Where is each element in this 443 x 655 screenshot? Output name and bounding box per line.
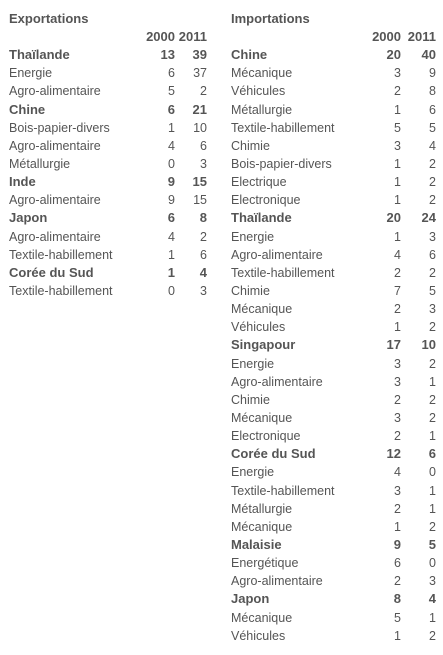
exports-country-row [9,209,207,227]
sector-value-2011: 1 [429,374,436,389]
sector-value-2011: 2 [429,519,436,534]
country-label: Corée du Sud [231,446,316,462]
sector-value-2000: 1 [394,229,401,244]
country-value-2000: 9 [393,537,401,552]
imports-sector-row [231,82,436,100]
imports-sector-row [231,246,436,264]
sector-label: Métallurgie [231,501,293,516]
imports-sector-row [231,318,436,336]
imports-sector-row [231,64,436,82]
exports-sector-row [9,119,207,137]
exports-sector-row [9,191,207,209]
sector-label: Mécanique [231,610,293,625]
sector-label: Agro-alimentaire [231,374,323,389]
sector-label: Textile-habillement [9,284,113,299]
country-label: Chine [231,47,268,63]
country-label: Chine [9,101,46,117]
sector-label: Agro-alimentaire [231,574,323,589]
sector-value-2011: 2 [429,392,436,407]
exports-panel [9,10,207,300]
exports-header-year-2011: 2011 [178,29,207,45]
imports-header-year-2000: 2000 [372,29,401,45]
sector-label: Textile-habillement [231,483,335,498]
country-value-2011: 6 [428,446,436,462]
sector-value-2011: 6 [200,138,207,153]
sector-value-2011: 1 [429,501,436,516]
sector-value-2000: 5 [394,120,401,135]
sector-value-2011: 37 [193,66,207,81]
imports-sector-row [231,137,436,155]
imports-sector-row [231,300,436,318]
country-label: Inde [9,174,36,190]
sector-value-2011: 3 [429,574,436,589]
country-label: Thaïlande [9,47,70,63]
sector-value-2000: 3 [394,66,401,81]
sector-label: Agro-alimentaire [231,247,323,262]
sector-value-2011: 5 [429,120,436,135]
sector-label: Chimie [231,138,270,153]
sector-value-2000: 2 [394,574,401,589]
country-value-2000: 20 [386,47,401,63]
sector-label: Bois-papier-divers [231,157,332,172]
sector-label: Véhicules [231,84,286,99]
sector-label: Mécanique [231,302,293,317]
country-label: Corée du Sud [9,264,94,280]
imports-sector-row [231,282,436,300]
sector-value-2011: 15 [193,193,207,208]
country-value-2011: 5 [428,537,436,552]
imports-sector-row [231,155,436,173]
country-label: Thaïlande [231,210,292,226]
imports-header-blank [231,28,356,46]
country-value-2000: 1 [167,264,175,280]
sector-value-2000: 1 [394,320,401,335]
sector-value-2000: 1 [394,193,401,208]
sector-value-2011: 1 [429,610,436,625]
imports-sector-row [231,427,436,445]
sector-label: Electronique [231,193,301,208]
sector-label: Agro-alimentaire [9,229,101,244]
sector-value-2000: 4 [394,247,401,262]
exports-header-year-2000: 2000 [146,29,175,45]
imports-table-body [231,46,436,645]
country-value-2000: 12 [386,446,401,462]
country-value-2011: 10 [421,337,436,353]
exports-sector-row [9,64,207,82]
sector-value-2011: 3 [429,229,436,244]
exports-sector-row [9,137,207,155]
exports-sector-row [9,228,207,246]
sector-label: Electrique [231,175,287,190]
exports-header-row [9,28,207,46]
country-value-2011: 39 [192,47,207,63]
sector-value-2011: 9 [429,66,436,81]
sector-value-2000: 3 [394,411,401,426]
sector-label: Mécanique [231,519,293,534]
country-label: Japon [9,210,48,226]
sector-label: Electronique [231,429,301,444]
country-value-2000: 17 [386,337,401,353]
sector-value-2000: 0 [168,157,175,172]
sector-value-2011: 2 [429,265,436,280]
sector-value-2011: 10 [193,120,207,135]
imports-sector-row [231,518,436,536]
sector-value-2011: 2 [429,411,436,426]
imports-sector-row [231,572,436,590]
sector-value-2000: 3 [394,138,401,153]
imports-country-row [231,445,436,463]
country-value-2011: 24 [421,210,436,226]
imports-country-row [231,336,436,354]
sector-value-2000: 1 [168,247,175,262]
country-value-2011: 8 [199,210,207,226]
country-value-2011: 4 [199,264,207,280]
imports-sector-row [231,554,436,572]
sector-value-2011: 5 [429,284,436,299]
imports-header-year-2011: 2011 [407,29,436,45]
sector-value-2011: 2 [200,229,207,244]
sector-label: Energie [231,229,275,244]
imports-sector-row [231,101,436,119]
imports-panel [231,10,436,645]
imports-sector-row [231,173,436,191]
sector-label: Mécanique [231,411,293,426]
imports-sector-row [231,191,436,209]
exports-sector-row [9,246,207,264]
sector-value-2000: 1 [394,102,401,117]
exports-country-row [9,173,207,191]
country-value-2000: 13 [160,47,175,63]
sector-value-2011: 1 [429,483,436,498]
sector-value-2000: 0 [168,284,175,299]
sector-label: Textile-habillement [231,265,335,280]
country-value-2011: 4 [428,591,436,607]
sector-value-2011: 4 [429,138,436,153]
sector-value-2000: 1 [168,120,175,135]
sector-value-2000: 5 [168,84,175,99]
sector-value-2000: 4 [168,229,175,244]
sector-value-2000: 1 [394,157,401,172]
imports-sector-row [231,119,436,137]
sector-label: Energie [9,66,53,81]
imports-sector-row [231,409,436,427]
imports-sector-row [231,264,436,282]
country-label: Japon [231,591,270,607]
exports-sector-row [9,82,207,100]
country-value-2000: 9 [167,174,175,190]
exports-country-row [9,46,207,64]
sector-value-2011: 2 [429,628,436,643]
sector-value-2011: 3 [429,302,436,317]
sector-label: Métallurgie [231,102,293,117]
imports-sector-row [231,373,436,391]
country-value-2000: 8 [393,591,401,607]
sector-value-2000: 2 [394,429,401,444]
imports-sector-row [231,482,436,500]
exports-header-blank [9,28,139,46]
sector-value-2011: 6 [429,247,436,262]
exports-table-body [9,46,207,300]
sector-label: Véhicules [231,628,286,643]
country-value-2000: 20 [386,210,401,226]
sector-value-2000: 3 [394,356,401,371]
sector-value-2000: 2 [394,392,401,407]
sector-value-2000: 6 [394,556,401,571]
sector-value-2000: 2 [394,302,401,317]
sector-value-2000: 3 [394,374,401,389]
imports-header-row [231,28,436,46]
imports-title: Importations [231,11,310,26]
sector-label: Mécanique [231,66,293,81]
country-value-2000: 6 [167,210,175,226]
country-value-2011: 40 [421,47,436,63]
sector-value-2011: 2 [429,193,436,208]
sector-value-2011: 2 [200,84,207,99]
sector-label: Textile-habillement [231,120,335,135]
sector-value-2000: 2 [394,501,401,516]
sector-label: Agro-alimentaire [9,193,101,208]
country-value-2000: 6 [167,101,175,117]
sector-value-2000: 2 [394,265,401,280]
sector-value-2000: 1 [394,175,401,190]
sector-value-2000: 9 [168,193,175,208]
sector-label: Agro-alimentaire [9,138,101,153]
exports-sector-row [9,155,207,173]
sector-value-2000: 4 [394,465,401,480]
country-value-2011: 15 [192,174,207,190]
sector-value-2011: 2 [429,157,436,172]
sector-label: Véhicules [231,320,286,335]
sector-value-2000: 6 [168,66,175,81]
sector-value-2011: 2 [429,320,436,335]
sector-value-2011: 2 [429,356,436,371]
sector-value-2011: 3 [200,284,207,299]
sector-value-2000: 1 [394,519,401,534]
imports-sector-row [231,463,436,481]
sector-label: Chimie [231,284,270,299]
sector-value-2000: 5 [394,610,401,625]
sector-label: Textile-habillement [9,247,113,262]
imports-sector-row [231,627,436,645]
sector-label: Bois-papier-divers [9,120,110,135]
sector-label: Chimie [231,392,270,407]
imports-table [231,28,436,645]
imports-sector-row [231,609,436,627]
sector-value-2000: 1 [394,628,401,643]
sector-value-2011: 0 [429,556,436,571]
imports-country-row [231,590,436,608]
imports-country-row [231,46,436,64]
exports-title: Exportations [9,11,89,26]
sector-label: Agro-alimentaire [9,84,101,99]
imports-country-row [231,536,436,554]
exports-country-row [9,101,207,119]
country-label: Malaisie [231,537,282,552]
imports-sector-row [231,355,436,373]
sector-value-2011: 1 [429,429,436,444]
exports-country-row [9,264,207,282]
exports-table [9,28,207,300]
sector-label: Energie [231,465,275,480]
country-label: Singapour [231,337,296,353]
country-value-2011: 21 [192,101,207,117]
imports-sector-row [231,228,436,246]
sector-value-2000: 4 [168,138,175,153]
exports-sector-row [9,282,207,300]
sector-label: Energétique [231,556,299,571]
sector-value-2011: 3 [200,157,207,172]
sector-label: Energie [231,356,275,371]
sector-value-2011: 8 [429,84,436,99]
sector-value-2011: 2 [429,175,436,190]
sector-value-2000: 2 [394,84,401,99]
imports-sector-row [231,500,436,518]
sector-value-2000: 7 [394,284,401,299]
sector-value-2011: 0 [429,465,436,480]
imports-sector-row [231,391,436,409]
sector-value-2000: 3 [394,483,401,498]
sector-label: Métallurgie [9,157,71,172]
sector-value-2011: 6 [200,247,207,262]
sector-value-2011: 6 [429,102,436,117]
imports-country-row [231,209,436,227]
